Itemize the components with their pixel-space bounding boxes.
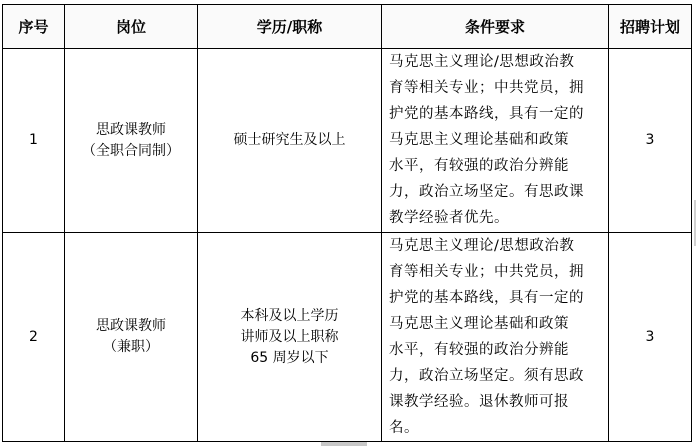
- cell-position: [65, 233, 198, 442]
- education-age: 65 周岁以下: [250, 349, 329, 366]
- requirement-line: 育等相关专业；中共党员，拥: [389, 264, 584, 280]
- requirement-line: 马克思主义理论/思想政治教: [389, 54, 575, 70]
- requirement-line: 水平，有较强的政治分辨能: [389, 158, 569, 174]
- education-degree: 本科及以上学历: [240, 307, 339, 324]
- header-quota: 招聘计划: [609, 5, 692, 49]
- requirement-line: 课教学经验。退休教师可报: [389, 394, 569, 410]
- position-title: 思政课教师: [96, 318, 166, 334]
- requirement-line: 育等相关专业；中共党员，拥: [389, 80, 584, 96]
- scroll-handle[interactable]: [321, 442, 367, 446]
- requirement-line: 马克思主义理论/思想政治教: [389, 238, 575, 254]
- requirement-line: 教学经验者优先。: [389, 210, 509, 226]
- requirement-line: 水平，有较强的政治分辨能: [389, 342, 569, 358]
- requirement-line: 力，政治立场坚定。有思政课: [389, 184, 584, 200]
- cell-index: 1: [3, 49, 65, 233]
- header-index: 序号: [3, 5, 65, 49]
- requirement-line: 护党的基本路线，具有一定的: [389, 106, 584, 122]
- requirement-line: 马克思主义理论基础和政策: [389, 316, 569, 332]
- cell-requirements: [382, 233, 609, 442]
- cell-position: [65, 49, 198, 233]
- education-title: 讲师及以上职称: [240, 328, 339, 345]
- header-position: 岗位: [65, 5, 198, 49]
- header-requirements: 条件要求: [382, 5, 609, 49]
- cell-quota: 3: [609, 49, 692, 233]
- cell-requirements: [382, 49, 609, 233]
- requirement-line: 护党的基本路线，具有一定的: [389, 290, 584, 306]
- position-title: 思政课教师: [96, 121, 166, 138]
- header-education: 学历/职称: [198, 5, 382, 49]
- cell-education: [198, 49, 382, 233]
- requirement-line: 马克思主义理论基础和政策: [389, 132, 569, 148]
- requirement-line: 力，政治立场坚定。须有思政: [389, 368, 584, 384]
- position-type: （全职合同制）: [82, 142, 180, 159]
- table-header-row: [3, 5, 692, 49]
- education-degree: 硕士研究生及以上: [233, 132, 346, 148]
- cell-index: 2: [3, 233, 65, 442]
- table-row: [3, 233, 692, 442]
- table-row: [3, 49, 692, 233]
- cell-education: [198, 233, 382, 442]
- requirement-line: 名。: [389, 420, 419, 436]
- cell-quota: 3: [609, 233, 692, 442]
- position-type: （兼职）: [103, 339, 159, 355]
- recruitment-table: [2, 4, 692, 442]
